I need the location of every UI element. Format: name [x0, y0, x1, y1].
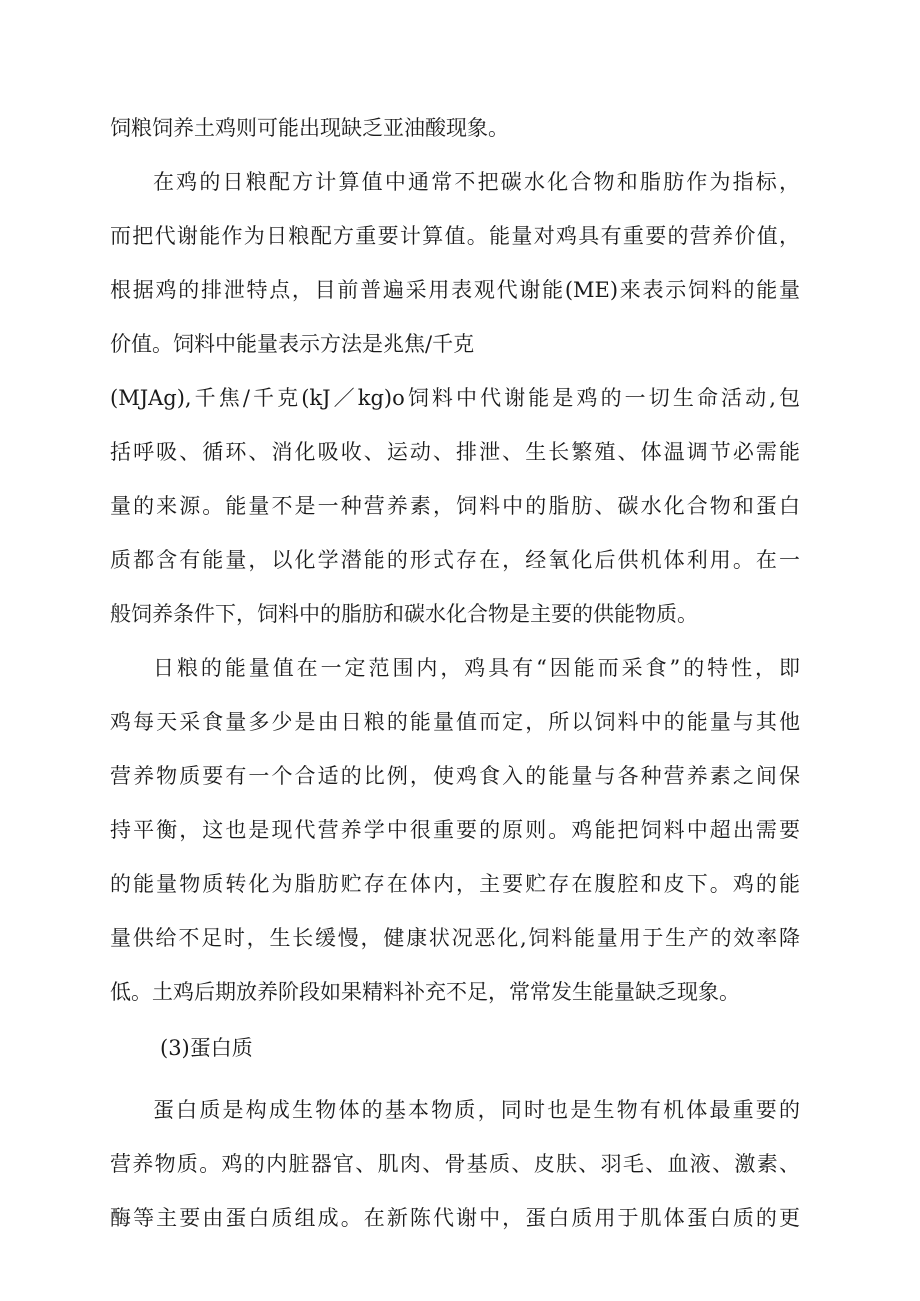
paragraph-1-line-6: 括呼吸、循环、消化吸收、运动、排泄、生长繁殖、体温调节必需能	[110, 440, 800, 464]
text-line-1: 饲粮饲养土鸡则可能出现缺乏亚油酸现象。	[110, 116, 509, 140]
paragraph-1-line-4: 价值。饲料中能量表示方法是兆焦/千克	[110, 332, 475, 356]
paragraph-3-line-1: 蛋白质是构成生物体的基本物质，同时也是生物有机体最重要的	[153, 1098, 800, 1122]
paragraph-2-line-3: 营养物质要有一个合适的比例，使鸡食入的能量与各种营养素之间保	[110, 764, 800, 788]
paragraph-3-line-3: 酶等主要由蛋白质组成。在新陈代谢中，蛋白质用于肌体蛋白质的更	[110, 1206, 800, 1230]
paragraph-2-line-4: 持平衡，这也是现代营养学中很重要的原则。鸡能把饲料中超出需要	[110, 818, 800, 842]
paragraph-3-line-2: 营养物质。鸡的内脏器官、肌肉、骨基质、皮肤、羽毛、血液、激素、	[110, 1152, 800, 1176]
paragraph-1-line-9: 般饲养条件下，饲料中的脂肪和碳水化合物是主要的供能物质。	[110, 602, 698, 626]
paragraph-2-line-2: 鸡每天采食量多少是由日粮的能量值而定，所以饲料中的能量与其他	[110, 710, 800, 734]
paragraph-1-line-1: 在鸡的日粮配方计算值中通常不把碳水化合物和脂肪作为指标，	[153, 170, 800, 194]
paragraph-2-line-1: 日粮的能量值在一定范围内，鸡具有“因能而采食”的特性，即	[153, 656, 800, 680]
paragraph-1-line-5: (MJAg),千焦/千克(kJ／kg)o饲料中代谢能是鸡的一切生命活动,包	[110, 386, 800, 410]
paragraph-1-line-2: 而把代谢能作为日粮配方重要计算值。能量对鸡具有重要的营养价值，	[110, 224, 800, 248]
paragraph-2-line-6: 量供给不足时，生长缓慢，健康状况恶化,饲料能量用于生产的效率降	[110, 926, 800, 950]
paragraph-1-line-3: 根据鸡的排泄特点，目前普遍采用表观代谢能(ME)来表示饲料的能量	[110, 278, 800, 302]
paragraph-2-line-5: 的能量物质转化为脂肪贮存在体内，主要贮存在腹腔和皮下。鸡的能	[110, 872, 800, 896]
paragraph-2-line-7: 低。土鸡后期放养阶段如果精料补充不足，常常发生能量缺乏现象。	[110, 980, 740, 1004]
paragraph-1-line-7: 量的来源。能量不是一种营养素，饲料中的脂肪、碳水化合物和蛋白	[110, 494, 800, 518]
paragraph-1-line-8: 质都含有能量，以化学潜能的形式存在，经氧化后供机体利用。在一	[110, 548, 800, 572]
section-heading-protein: (3)蛋白质	[160, 1036, 253, 1060]
